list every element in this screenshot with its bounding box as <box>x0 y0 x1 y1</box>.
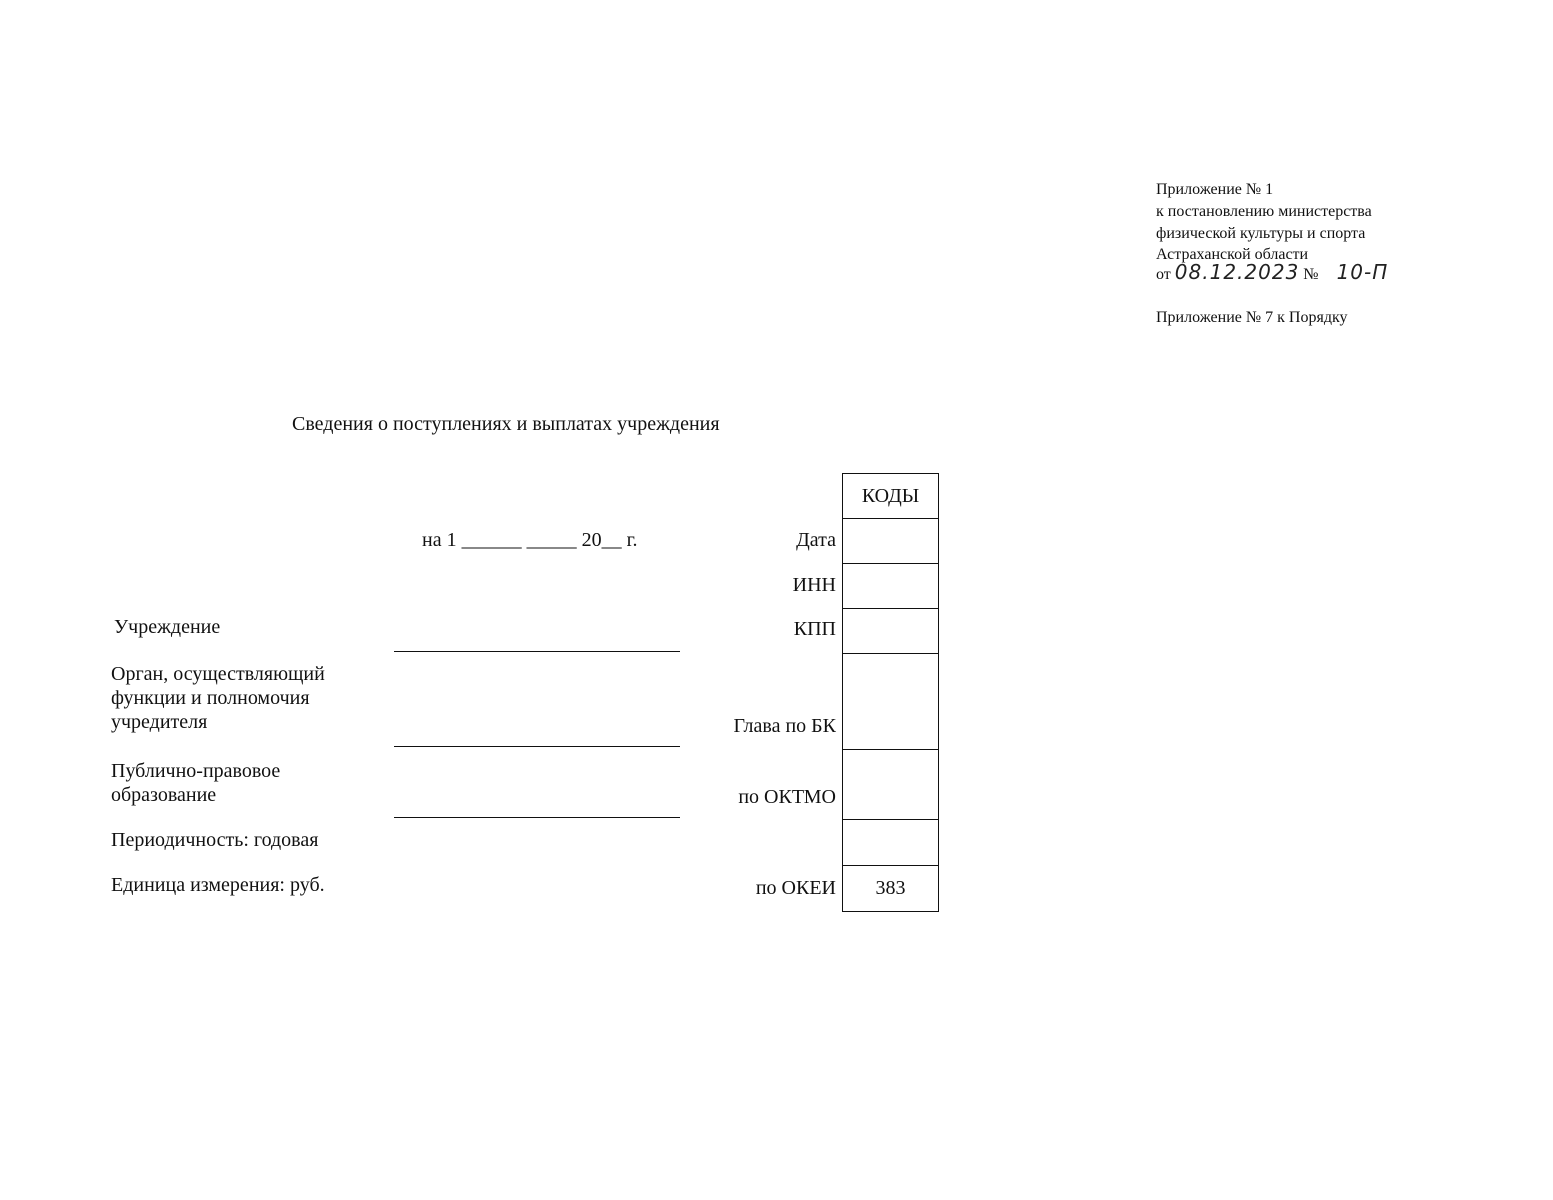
date-code-cell <box>843 519 938 564</box>
handwritten-date: 08.12.2023 <box>1174 260 1300 284</box>
founder-underline <box>394 746 680 747</box>
public-entity-label: Публично-правовое образование <box>111 760 281 806</box>
handwritten-number: 10-П <box>1336 260 1389 284</box>
appendix-date-line <box>1156 262 1388 285</box>
codes-header: КОДЫ <box>843 474 938 519</box>
periodicity-label: Периодичность: годовая <box>111 829 319 851</box>
number-label: № <box>1303 266 1319 283</box>
institution-label: Учреждение <box>114 616 221 638</box>
oktmo-code-cell <box>843 750 938 820</box>
institution-underline <box>394 651 680 652</box>
founder-label: Орган, осуществляющий функции и полномочия учредителя <box>111 663 325 733</box>
date-code-label: Дата <box>796 529 836 551</box>
glava-bk-code-cell <box>843 654 938 750</box>
appendix-line-4: Астраханской области <box>1156 246 1309 263</box>
unit-label: Единица измерения: руб. <box>111 874 325 896</box>
okei-code-cell: 383 <box>875 877 906 899</box>
public-entity-underline <box>394 817 680 818</box>
report-date-line: на 1 ______ _____ 20__ г. <box>422 529 638 551</box>
date-prefix: от <box>1156 266 1171 283</box>
appendix-line-1: Приложение № 1 <box>1156 181 1274 198</box>
kpp-code-cell <box>843 609 938 654</box>
inn-code-label: ИНН <box>792 574 836 596</box>
glava-bk-code-label: Глава по БК <box>733 715 836 737</box>
blank-code-cell <box>843 820 938 866</box>
oktmo-code-label: по ОКТМО <box>738 786 836 808</box>
kpp-code-label: КПП <box>793 618 836 640</box>
form-title: Сведения о поступлениях и выплатах учреждения <box>292 413 720 435</box>
order-appendix-note: Приложение № 7 к Порядку <box>1156 309 1348 326</box>
appendix-line-2: к постановлению министерства <box>1156 203 1372 220</box>
appendix-line-3: физической культуры и спорта <box>1156 225 1366 242</box>
inn-code-cell <box>843 564 938 609</box>
okei-code-label: по ОКЕИ <box>755 877 836 899</box>
codes-table <box>842 473 939 912</box>
